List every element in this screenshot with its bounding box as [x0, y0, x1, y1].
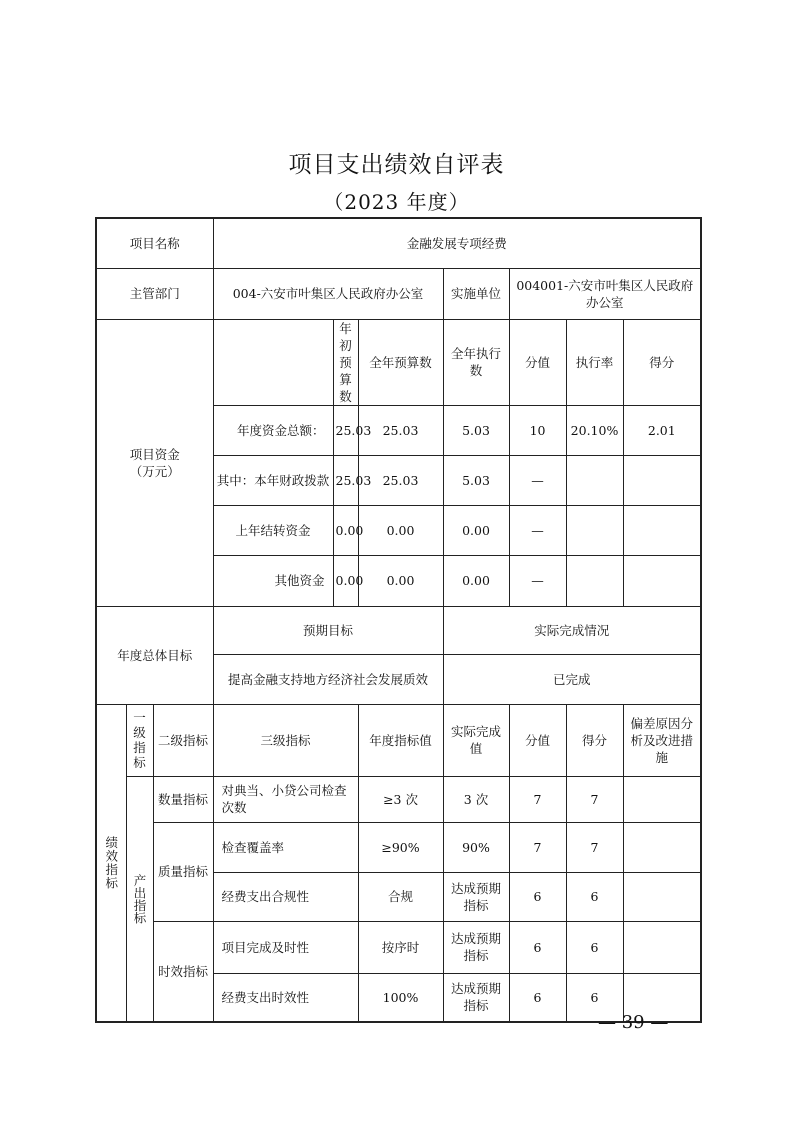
funds-initial: 25.03 [333, 405, 358, 455]
document-title: 项目支出绩效自评表 [288, 152, 505, 178]
project-name-label: 项目名称 [96, 218, 213, 268]
indicator-name: 项目完成及时性 [213, 921, 358, 973]
indicator-actual: 达成预期指标 [443, 872, 509, 921]
funds-weight: — [509, 455, 566, 505]
header-initial-budget: 年初预算数 [333, 319, 358, 405]
actual-completion-header: 实际完成情况 [443, 606, 701, 654]
department-value: 004-六安市叶集区人民政府办公室 [213, 268, 443, 319]
header-weight: 分值 [509, 704, 566, 776]
funds-exec: 0.00 [443, 555, 509, 606]
document-year: （2023 年度） [323, 190, 470, 214]
table-row [96, 822, 701, 872]
funds-initial: 0.00 [333, 505, 358, 555]
funds-full: 25.03 [358, 455, 443, 505]
header-level2: 二级指标 [153, 704, 213, 776]
indicator-score: 6 [566, 921, 623, 973]
header-target: 年度指标值 [358, 704, 443, 776]
indicator-weight: 7 [509, 776, 566, 822]
indicator-target: 合规 [358, 872, 443, 921]
funds-exec: 5.03 [443, 455, 509, 505]
self-evaluation-table [95, 217, 702, 1023]
department-label: 主管部门 [96, 268, 213, 319]
funds-weight: — [509, 505, 566, 555]
funds-full: 0.00 [358, 505, 443, 555]
page-number: — 39 — [598, 1012, 669, 1033]
indicator-deviation [623, 872, 701, 921]
funds-rate [566, 455, 623, 505]
indicator-target: ≥3 次 [358, 776, 443, 822]
header-deviation: 偏差原因分析及改进措施 [623, 704, 701, 776]
indicator-actual: 90% [443, 822, 509, 872]
funds-row-label: 上年结转资金 [213, 505, 333, 555]
indicator-target: 100% [358, 973, 443, 1022]
level1-output-indicator: 产出指标 [126, 776, 153, 1022]
annual-goal-label: 年度总体目标 [96, 606, 213, 704]
funds-header-blank [213, 319, 333, 405]
indicator-deviation [623, 776, 701, 822]
funds-score: 2.01 [623, 405, 701, 455]
indicator-score: 6 [566, 973, 623, 1022]
group-timeliness: 时效指标 [153, 921, 213, 1022]
performance-indicators-label: 绩效指标 [96, 704, 126, 1022]
header-exec-rate: 执行率 [566, 319, 623, 405]
funds-weight: 10 [509, 405, 566, 455]
indicator-actual: 3 次 [443, 776, 509, 822]
header-full-budget: 全年预算数 [358, 319, 443, 405]
indicator-score: 6 [566, 872, 623, 921]
actual-completion-value: 已完成 [443, 654, 701, 704]
funds-label-line2: （万元） [129, 463, 180, 479]
indicator-name: 经费支出合规性 [213, 872, 358, 921]
group-quality: 质量指标 [153, 822, 213, 921]
header-execution: 全年执行数 [443, 319, 509, 405]
implementing-unit-value: 004001-六安市叶集区人民政府办公室 [509, 268, 701, 319]
funds-exec: 0.00 [443, 505, 509, 555]
expected-goal-header: 预期目标 [213, 606, 443, 654]
funds-label-line1: 项目资金 [129, 446, 180, 462]
indicator-actual: 达成预期指标 [443, 921, 509, 973]
indicator-target: 按序时 [358, 921, 443, 973]
table-row [96, 921, 701, 973]
table-row [96, 776, 701, 822]
header-score-weight: 分值 [509, 319, 566, 405]
funds-row-label: 年度资金总额： [213, 405, 333, 455]
funds-full: 25.03 [358, 405, 443, 455]
funds-full: 0.00 [358, 555, 443, 606]
funds-row-label: 其他资金 [213, 555, 333, 606]
funds-initial: 25.03 [333, 455, 358, 505]
header-score: 得分 [566, 704, 623, 776]
indicator-score: 7 [566, 822, 623, 872]
expected-goal-value: 提高金融支持地方经济社会发展质效 [213, 654, 443, 704]
indicator-name: 经费支出时效性 [213, 973, 358, 1022]
funds-row-label: 其中：本年财政拨款 [213, 455, 333, 505]
group-quantity: 数量指标 [153, 776, 213, 822]
funds-weight: — [509, 555, 566, 606]
funds-label [96, 319, 213, 606]
header-level3: 三级指标 [213, 704, 358, 776]
indicator-weight: 7 [509, 822, 566, 872]
indicator-deviation [623, 921, 701, 973]
header-actual: 实际完成值 [443, 704, 509, 776]
indicator-weight: 6 [509, 973, 566, 1022]
indicator-score: 7 [566, 776, 623, 822]
indicator-weight: 6 [509, 921, 566, 973]
funds-exec: 5.03 [443, 405, 509, 455]
funds-rate [566, 555, 623, 606]
funds-score [623, 505, 701, 555]
indicator-name: 检查覆盖率 [213, 822, 358, 872]
indicator-weight: 6 [509, 872, 566, 921]
indicator-actual: 达成预期指标 [443, 973, 509, 1022]
funds-rate [566, 505, 623, 555]
header-level1: 一级指标 [126, 704, 153, 776]
funds-rate: 20.10% [566, 405, 623, 455]
header-score: 得分 [623, 319, 701, 405]
indicator-target: ≥90% [358, 822, 443, 872]
implementing-unit-label: 实施单位 [443, 268, 509, 319]
funds-score [623, 555, 701, 606]
indicator-name: 对典当、小贷公司检查次数 [213, 776, 358, 822]
project-name-value: 金融发展专项经费 [213, 218, 701, 268]
funds-score [623, 455, 701, 505]
indicator-deviation [623, 822, 701, 872]
funds-initial: 0.00 [333, 555, 358, 606]
